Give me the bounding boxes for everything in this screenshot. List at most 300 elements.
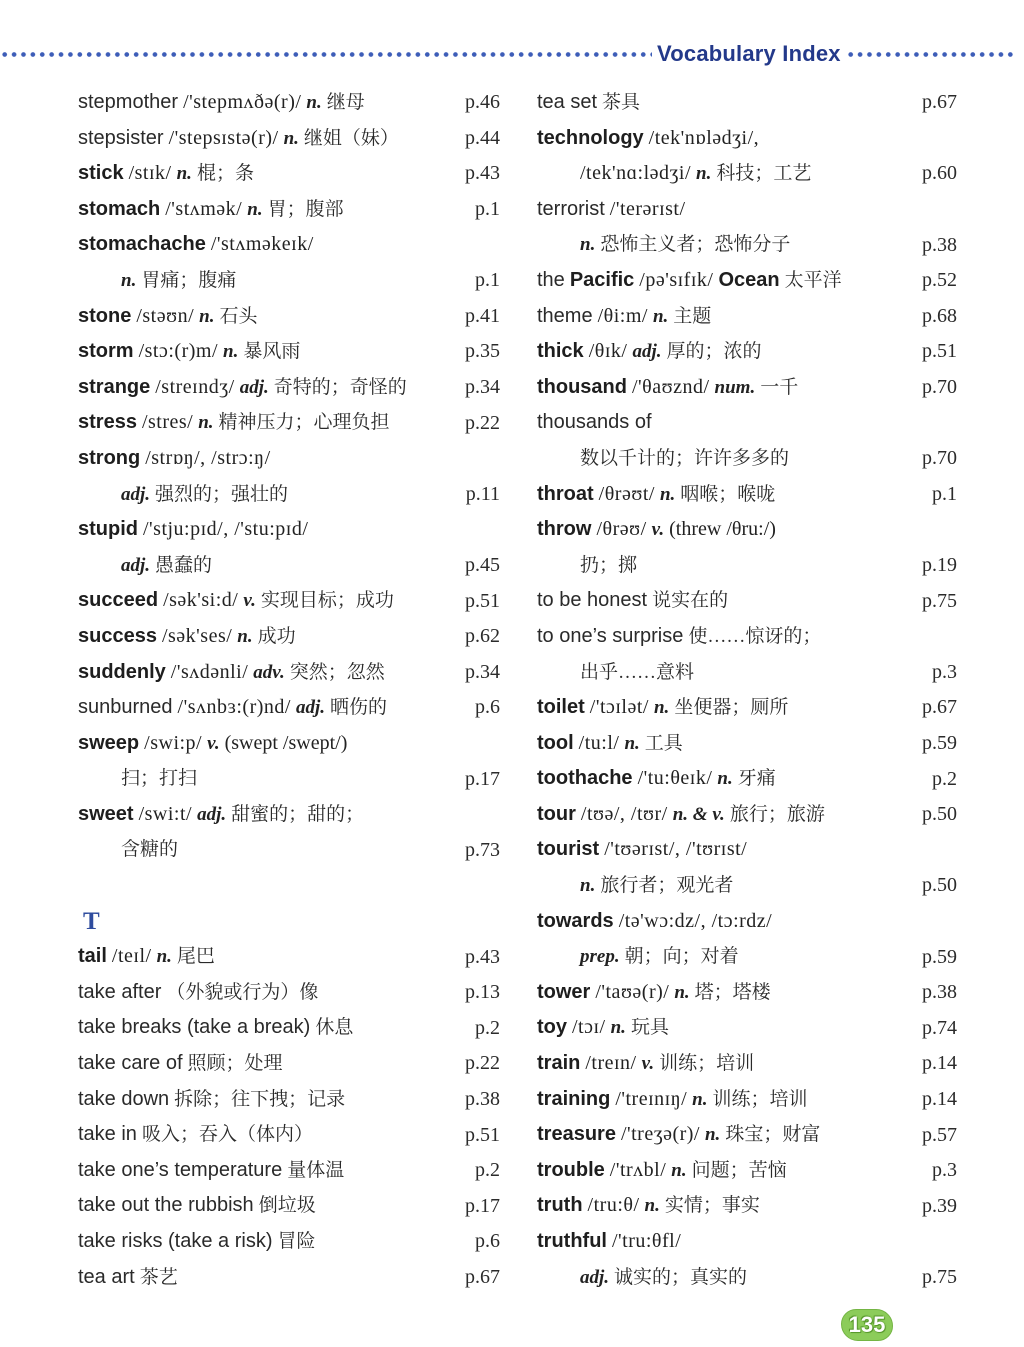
page-ref: p.73 <box>465 838 500 861</box>
part-of-speech: n. <box>247 198 263 220</box>
entry-text <box>537 156 916 192</box>
entry-text <box>78 797 500 833</box>
page-ref: p.43 <box>465 945 500 968</box>
entry-text <box>537 761 926 797</box>
phonetic: /tu:l/ <box>578 731 620 754</box>
entry-first-line <box>537 1117 957 1153</box>
part-of-speech: n. <box>610 1017 626 1039</box>
part-of-speech: adj. <box>295 697 325 719</box>
headword: tour <box>537 802 576 825</box>
vocab-entry <box>537 85 957 121</box>
right-column <box>537 85 957 1295</box>
headword: stomachache <box>78 233 206 256</box>
headword: toothache <box>537 767 633 790</box>
entry-text <box>537 726 916 762</box>
entry-first-line <box>78 690 500 726</box>
headword: stress <box>78 411 137 434</box>
vocab-entry <box>537 1082 957 1118</box>
page-ref: p.74 <box>922 1016 957 1039</box>
phonetic: /'sʌnbɜ:(r)nd/ <box>177 696 291 719</box>
vocab-entry <box>537 263 957 299</box>
vocab-entry <box>537 370 957 406</box>
headword: storm <box>78 340 134 363</box>
headword: stick <box>78 162 124 185</box>
part-of-speech: n. <box>671 1159 687 1181</box>
page-header <box>0 41 1024 67</box>
part-of-speech: prep. <box>580 946 620 968</box>
chinese-meaning: 棍；条 <box>196 163 254 185</box>
entry-text <box>78 726 500 762</box>
part-of-speech: adj. <box>121 483 151 505</box>
vocab-entry <box>78 726 500 797</box>
phonetic: /stəʊn/ <box>136 304 195 327</box>
phonetic: /sək'ses/ <box>161 624 233 647</box>
entry-text <box>537 227 916 263</box>
vocab-entry <box>78 583 500 619</box>
headword: throw <box>537 518 592 541</box>
part-of-speech: n. <box>717 768 733 790</box>
chinese-meaning: 胃；腹部 <box>267 198 344 220</box>
chinese-meaning: 朝；向；对着 <box>624 946 739 968</box>
chinese-meaning: 主题 <box>673 305 712 327</box>
entry-text <box>537 1224 957 1260</box>
entry-continuation-line <box>78 477 500 513</box>
entry-first-line <box>537 832 957 868</box>
part-of-speech: n. & v. <box>672 803 725 825</box>
entry-text <box>537 1046 916 1082</box>
chinese-meaning: 突然；忽然 <box>289 661 385 683</box>
entry-first-line <box>537 299 957 335</box>
vocab-entry <box>78 227 500 298</box>
entry-first-line <box>537 1224 957 1260</box>
entry-text <box>537 904 957 940</box>
chinese-meaning: 照顾；处理 <box>187 1053 283 1075</box>
entry-text <box>78 370 459 406</box>
headword-phrase: tea art <box>78 1265 135 1288</box>
phonetic: /'tru:θfl/ <box>611 1230 682 1252</box>
chinese-meaning: 诚实的；真实的 <box>614 1266 748 1288</box>
vocab-entry <box>537 690 957 726</box>
page-ref: p.1 <box>475 198 500 221</box>
headword: towards <box>537 909 614 932</box>
headword-phrase: terrorist <box>537 197 605 220</box>
phonetic: /tə'wɔ:dz/, /tɔ:rdz/ <box>618 909 773 932</box>
entry-continuation-line <box>537 868 957 904</box>
chinese-meaning: 数以千计的；许许多多的 <box>580 447 790 469</box>
chinese-meaning: 实现目标；成功 <box>260 590 394 612</box>
headword: trouble <box>537 1158 605 1181</box>
phonetic: /'sʌdənli/ <box>170 660 249 683</box>
phonetic: /'stju:pɪd/, /'stu:pɪd/ <box>143 518 309 541</box>
headword: tower <box>537 980 591 1003</box>
part-of-speech: n. <box>198 412 214 434</box>
entry-first-line <box>78 227 500 263</box>
entry-first-line <box>78 1153 500 1189</box>
entry-first-line <box>537 1082 957 1118</box>
entry-first-line <box>78 156 500 192</box>
headword: toy <box>537 1016 567 1039</box>
chinese-meaning: 愚蠢的 <box>155 554 213 576</box>
vocab-entry <box>537 904 957 975</box>
vocab-entry <box>537 121 957 192</box>
vocab-entry <box>78 690 500 726</box>
part-of-speech: n. <box>653 697 670 719</box>
vocab-entry <box>78 192 500 228</box>
vocab-entry <box>78 1153 500 1189</box>
headword: toilet <box>537 696 585 719</box>
vocab-entry <box>537 761 957 797</box>
entry-text <box>78 1224 469 1260</box>
part-of-speech: n. <box>692 1088 708 1110</box>
phonetic: /'taʊə(r)/ <box>595 980 670 1003</box>
entry-text <box>537 512 957 548</box>
headword: training <box>537 1087 611 1110</box>
page-ref: p.60 <box>922 162 957 185</box>
vocab-entry <box>78 156 500 192</box>
entry-first-line <box>78 334 500 370</box>
vocab-entry <box>78 441 500 512</box>
entry-first-line <box>537 583 957 619</box>
page-ref: p.1 <box>475 269 500 292</box>
headword-phrase: take in <box>78 1123 137 1146</box>
entry-continuation-line <box>78 832 500 868</box>
vocab-entry <box>537 334 957 370</box>
headword: technology <box>537 126 644 149</box>
headword-phrase: stepsister <box>78 126 164 149</box>
vocab-entry <box>78 334 500 370</box>
page-ref: p.67 <box>922 91 957 114</box>
vocab-entry <box>78 619 500 655</box>
headword: Pacific <box>569 268 635 291</box>
entry-text <box>78 655 459 691</box>
entry-continuation-line <box>537 655 957 691</box>
chinese-meaning: 强烈的；强壮的 <box>155 483 289 505</box>
entry-first-line <box>537 512 957 548</box>
headword: success <box>78 624 157 647</box>
part-of-speech: n. <box>199 305 215 327</box>
entry-text <box>537 370 916 406</box>
chinese-meaning: 尾巴 <box>176 946 215 968</box>
entry-text <box>78 1082 459 1118</box>
entry-first-line <box>78 299 500 335</box>
vocab-entry <box>78 85 500 121</box>
page-ref: p.35 <box>465 340 500 363</box>
part-of-speech: adj. <box>632 341 662 363</box>
entry-text <box>78 975 459 1011</box>
section-letter-heading: T <box>83 907 100 935</box>
phonetic: /strɒŋ/, /strɔ:ŋ/ <box>145 446 271 469</box>
part-of-speech: n. <box>674 981 690 1003</box>
chinese-meaning: 倒垃圾 <box>258 1195 316 1217</box>
entry-text <box>78 477 460 513</box>
chinese-meaning: 暴风雨 <box>243 341 301 363</box>
entry-text <box>537 797 916 833</box>
chinese-meaning: 太平洋 <box>784 269 842 291</box>
part-of-speech: n. <box>580 234 596 256</box>
chinese-meaning: 休息 <box>315 1017 354 1039</box>
headword: train <box>537 1052 581 1075</box>
entry-first-line <box>78 726 500 762</box>
chinese-meaning: 恐怖主义者；恐怖分子 <box>600 234 791 256</box>
chinese-meaning: 晒伤的 <box>330 697 388 719</box>
page-ref: p.51 <box>922 340 957 363</box>
inflection-note: (swept /swept/) <box>224 731 348 754</box>
chinese-meaning: 说实在的 <box>652 590 729 612</box>
phonetic: /'stʌmək/ <box>165 197 243 220</box>
vocab-entry <box>78 797 500 868</box>
part-of-speech: n. <box>704 1124 721 1146</box>
entry-continuation-line <box>537 156 957 192</box>
entry-first-line <box>537 690 957 726</box>
entry-text <box>537 192 957 228</box>
phonetic: /swi:t/ <box>138 802 193 825</box>
part-of-speech: v. <box>651 519 665 541</box>
part-of-speech: n. <box>156 946 172 968</box>
phonetic: /tek'nɒlədʒi/, <box>648 126 760 149</box>
part-of-speech: v. <box>207 732 220 754</box>
entry-text <box>537 832 957 868</box>
vocab-entry <box>537 797 957 833</box>
entry-continuation-line <box>78 263 500 299</box>
entry-first-line <box>78 1046 500 1082</box>
vocab-entry <box>78 1260 500 1296</box>
entry-first-line <box>537 334 957 370</box>
entry-text <box>537 939 916 975</box>
vocab-entry <box>78 299 500 335</box>
entry-first-line <box>78 441 500 477</box>
headword: sweep <box>78 731 140 754</box>
page-ref: p.19 <box>922 554 957 577</box>
entry-text <box>537 1117 916 1153</box>
entry-first-line <box>537 904 957 940</box>
page-ref: p.17 <box>465 1194 500 1217</box>
entry-first-line <box>537 192 957 228</box>
phonetic: /'tʊərɪst/, /'tʊrɪst/ <box>604 838 748 861</box>
page-ref: p.38 <box>922 233 957 256</box>
part-of-speech: n. <box>580 875 596 897</box>
headword-phrase: sunburned <box>78 696 173 719</box>
vocab-entry <box>78 655 500 691</box>
entry-first-line <box>78 1117 500 1153</box>
part-of-speech: adj. <box>580 1266 610 1288</box>
headword-phrase: take risks (take a risk) <box>78 1230 273 1252</box>
part-of-speech: adj. <box>197 803 227 825</box>
entry-text <box>537 1188 916 1224</box>
part-of-speech: n. <box>644 1195 660 1217</box>
phonetic: /'treɪnɪŋ/ <box>615 1087 688 1110</box>
vocab-entry <box>537 405 957 476</box>
chinese-meaning: 使……惊讶的； <box>688 625 822 647</box>
page-ref: p.14 <box>922 1052 957 1075</box>
page-ref: p.3 <box>932 660 957 683</box>
page-ref: p.70 <box>922 376 957 399</box>
entry-text <box>78 1010 469 1046</box>
phonetic: /'terərɪst/ <box>609 197 686 220</box>
entry-text <box>78 548 459 584</box>
part-of-speech: n. <box>283 127 299 149</box>
vocab-entry <box>78 405 500 441</box>
headword-phrase: the <box>537 268 565 291</box>
page-ref: p.13 <box>465 981 500 1004</box>
entry-text <box>537 299 916 335</box>
entry-text <box>537 477 926 513</box>
entry-first-line <box>78 975 500 1011</box>
entry-text <box>537 690 916 726</box>
entry-first-line <box>537 975 957 1011</box>
chinese-meaning: 一千 <box>760 376 799 398</box>
entry-text <box>537 85 916 121</box>
entry-first-line <box>78 1260 500 1296</box>
entry-text <box>78 156 459 192</box>
entry-first-line <box>78 192 500 228</box>
part-of-speech: adj. <box>121 554 151 576</box>
phonetic: /teɪl/ <box>111 945 152 968</box>
page-ref: p.50 <box>922 874 957 897</box>
entry-text <box>537 441 916 477</box>
page-ref: p.67 <box>465 1265 500 1288</box>
entry-text <box>537 1260 916 1296</box>
page-ref: p.59 <box>922 945 957 968</box>
entry-first-line <box>537 370 957 406</box>
vocab-entry <box>78 1010 500 1046</box>
chinese-meaning: 拆除；往下拽；记录 <box>174 1088 346 1110</box>
entry-continuation-line <box>537 939 957 975</box>
entry-text <box>537 548 916 584</box>
part-of-speech: n. <box>659 483 676 505</box>
chinese-meaning: 科技；工艺 <box>716 163 812 185</box>
vocab-entry <box>537 619 957 690</box>
entry-text <box>537 405 957 441</box>
entry-first-line <box>78 121 500 157</box>
headword-phrase: thousands of <box>537 411 652 434</box>
page-ref: p.41 <box>465 304 500 327</box>
page-ref: p.6 <box>475 696 500 719</box>
headword-phrase: take after <box>78 980 162 1003</box>
headword-phrase: take down <box>78 1087 170 1110</box>
entry-first-line <box>78 797 500 833</box>
headword: tool <box>537 731 574 754</box>
page-ref: p.67 <box>922 696 957 719</box>
headword: sweet <box>78 802 134 825</box>
entry-continuation-line <box>78 548 500 584</box>
phonetic: /'tɔɪlət/ <box>589 696 649 719</box>
page-ref: p.38 <box>922 981 957 1004</box>
entry-first-line <box>537 85 957 121</box>
vocab-entry <box>78 1117 500 1153</box>
vocab-entry <box>537 726 957 762</box>
vocab-entry <box>537 1046 957 1082</box>
part-of-speech: n. <box>237 625 253 647</box>
vocab-entry <box>78 1082 500 1118</box>
phonetic: /treɪn/ <box>585 1052 637 1075</box>
entry-text <box>78 227 500 263</box>
entry-text <box>78 121 459 157</box>
vocab-entry <box>78 121 500 157</box>
part-of-speech: n. <box>306 92 322 113</box>
vocab-entry <box>78 939 500 975</box>
chinese-meaning: 扔；掷 <box>580 554 638 576</box>
phonetic: /sək'si:d/ <box>163 589 239 612</box>
headword: treasure <box>537 1123 616 1146</box>
vocab-entry <box>78 512 500 583</box>
page-ref: p.52 <box>922 269 957 292</box>
entry-text <box>537 655 926 691</box>
entry-text <box>537 868 916 904</box>
page-ref: p.44 <box>465 126 500 149</box>
headword-phrase: take out the rubbish <box>78 1194 254 1217</box>
part-of-speech: adv. <box>253 661 285 683</box>
entry-text <box>537 263 916 299</box>
left-column <box>78 85 500 1295</box>
entry-continuation-line <box>537 1260 957 1296</box>
entry-text <box>78 334 459 370</box>
phonetic: /θi:m/ <box>597 304 648 327</box>
entry-text <box>537 583 916 619</box>
entry-text <box>537 334 916 370</box>
phonetic: /'stepmʌðə(r)/ <box>183 91 302 113</box>
chinese-meaning: 冒险 <box>277 1231 316 1252</box>
entry-first-line <box>78 1188 500 1224</box>
chinese-meaning: 胃痛；腹痛 <box>141 269 237 291</box>
vocab-entry <box>78 975 500 1011</box>
header-title: Vocabulary Index <box>657 41 841 66</box>
phonetic: /θrəʊ/ <box>596 518 647 541</box>
chinese-meaning: 问题；苦恼 <box>691 1159 787 1181</box>
page-ref: p.59 <box>922 731 957 754</box>
vocab-entry <box>537 975 957 1011</box>
chinese-meaning: 玩具 <box>630 1017 669 1039</box>
phonetic: /stɔ:(r)m/ <box>138 340 219 363</box>
vocab-entry <box>78 370 500 406</box>
chinese-meaning: 精神压力；心理负担 <box>218 412 390 434</box>
entry-text <box>78 832 459 868</box>
phonetic: /swi:p/ <box>144 731 203 754</box>
vocab-entry <box>78 1224 500 1260</box>
phonetic: /'trʌbl/ <box>609 1158 667 1181</box>
vocab-entry <box>537 1117 957 1153</box>
entry-first-line <box>78 1224 500 1260</box>
vocab-entry <box>78 1046 500 1082</box>
page-ref: p.17 <box>465 767 500 790</box>
headword: thousand <box>537 375 627 398</box>
chinese-meaning: 训练；培训 <box>712 1088 808 1110</box>
headword: Ocean <box>718 268 780 291</box>
entry-first-line <box>537 1046 957 1082</box>
chinese-meaning: 塔；塔楼 <box>694 981 771 1003</box>
page-ref: p.39 <box>922 1194 957 1217</box>
phonetic: /stres/ <box>141 411 194 434</box>
chinese-meaning: 工具 <box>644 732 683 754</box>
vocab-entry <box>537 299 957 335</box>
headword: succeed <box>78 589 159 612</box>
page-ref: p.11 <box>465 482 500 505</box>
entry-first-line <box>78 405 500 441</box>
page-ref: p.38 <box>465 1087 500 1110</box>
entry-first-line <box>78 939 500 975</box>
part-of-speech: v. <box>243 590 256 612</box>
page-ref: p.6 <box>475 1230 500 1253</box>
entry-first-line <box>78 85 500 121</box>
page-ref: p.2 <box>932 767 957 790</box>
page-ref: p.57 <box>922 1123 957 1146</box>
vocab-entry <box>537 583 957 619</box>
entry-text <box>78 619 459 655</box>
headword: throat <box>537 482 594 505</box>
entry-text <box>537 1082 916 1118</box>
entry-continuation-line <box>78 761 500 797</box>
headword: thick <box>537 340 584 363</box>
page-ref: p.43 <box>465 162 500 185</box>
